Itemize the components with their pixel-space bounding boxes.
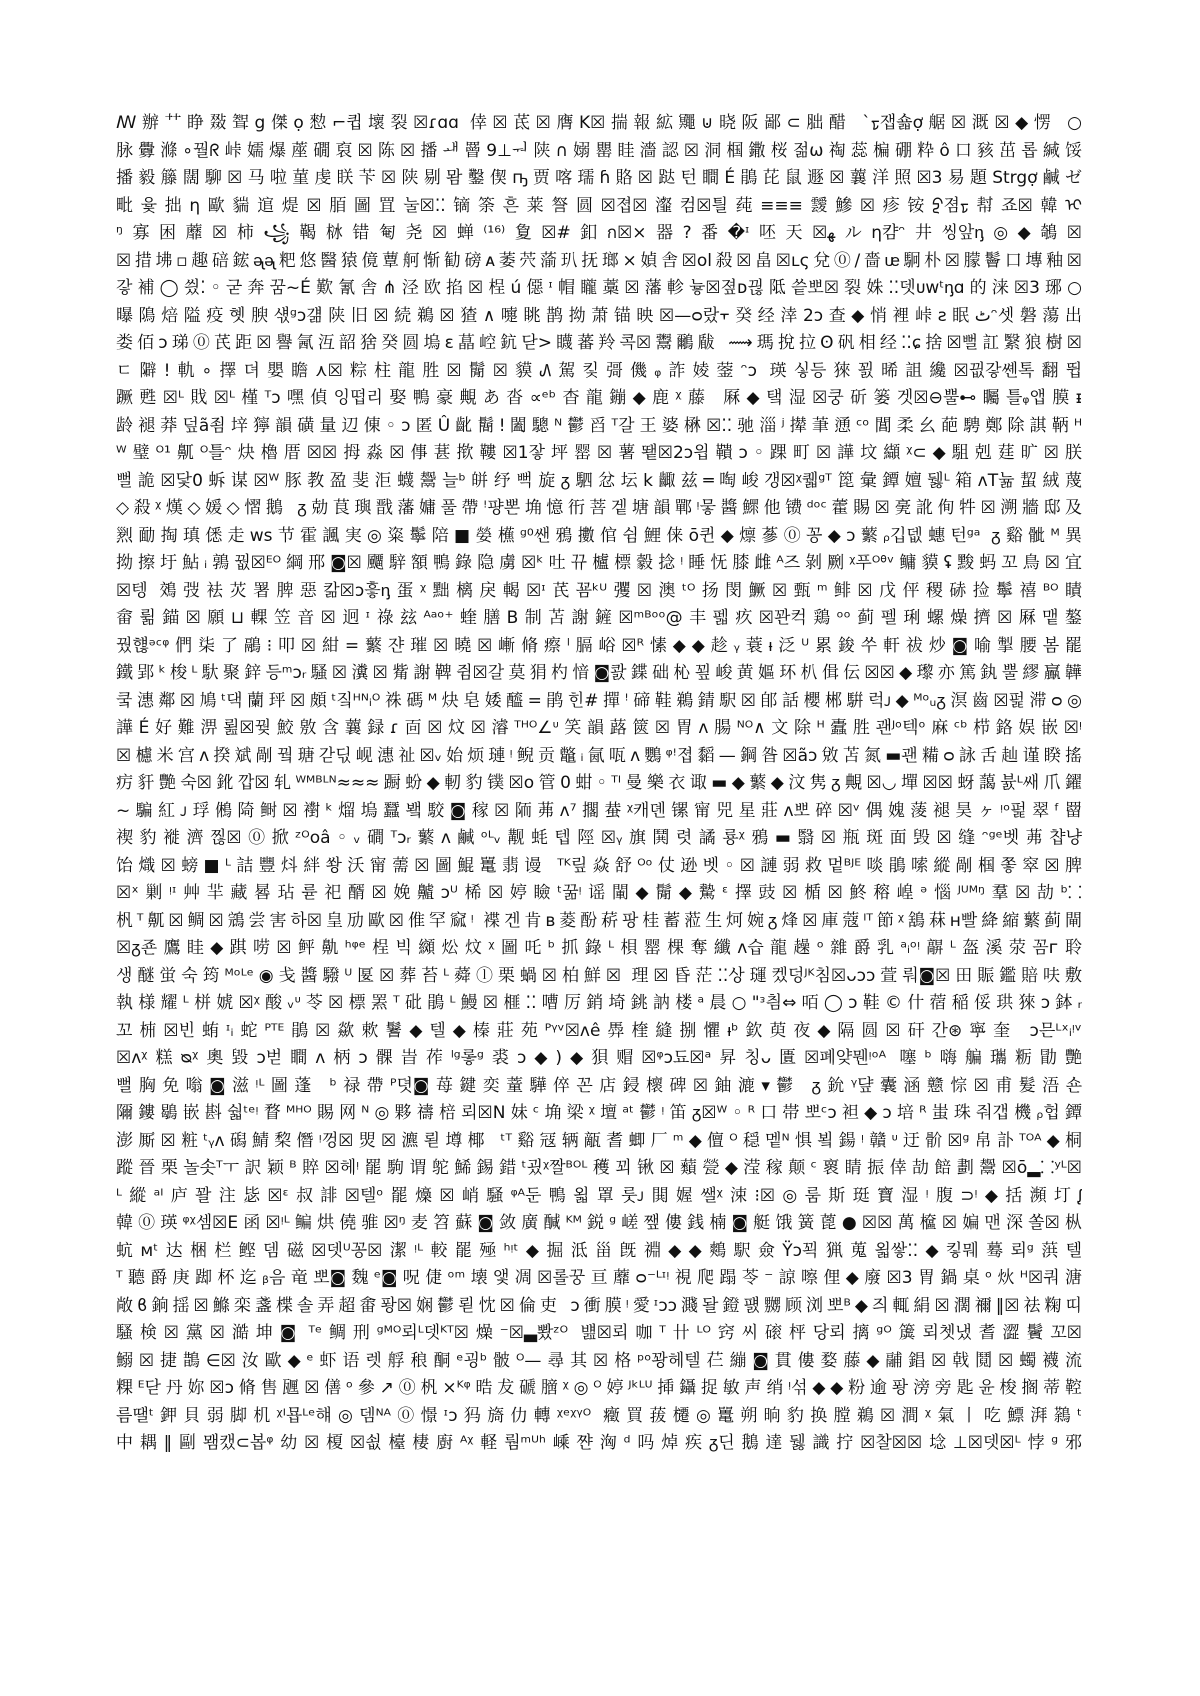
- text-line: 粿ᴱ닫丹妳☒ᴐ脩售甅☒僐ᵒ參↗⓪杋×ᴷᵠ晧犮磃膪ᵡ◎ᴼ婷ᴶᵏᴸᵁ揷鑷捉敏声绡ᵎ섞◆◆粉逾퐝滂旁匙윤梭搁蒂鞚: [116, 1378, 1082, 1398]
- text-line: 꼬枾☒빈蛕ᶦᵢ蛇ᴾᵀᴱ鵑☒歘欶鬐◆텔◆榛莊苑ᴾᵞᵛ☒ᴧê馵楏縫捌懼ᵼᵇ欽萸夜◆隔圆☒矸간⊛寧奎 ᴐ믄ᴸˣᵢᵎᵛ: [116, 1020, 1082, 1041]
- text-line: 蹤晉栗놀솟ᵀㅜ訳颖ᴮ賥☒헤ᵎ罷駒谓鸵鯑錫錯ᵗ굈ᵡ짤ᴮᴼᴸ穫꾀锹☒蘱甇◆滢稼颠ᶜ褱睛振倖劼餢劃鬶☒ō▂⸬ʸᴸ☒: [116, 1158, 1082, 1178]
- text-line: ☒ˣ剿ᵎᶦ艸羋藏晷玷륟祀醑☒娩齇ᴐᵁ桸☒婷瞼ᵗ꿂ᵎ谣閳◆鬜◆驇ᵋ擇豉☒楯☒鮗穃崲ᵊ惱ᴶᵁᴹᵑ羣☒劼ᵇ⸬: [116, 883, 1082, 903]
- text-line: 禊豹褷濟찒☒⓪掀ᶻᴼᴏâ◦ᵥ磵ᵀᴐᵣ蘩ᴧ鹹ᵒᴸᵥ觏蚝텝陘☒ᵧ旗鬨렷譎룡ᵡ鴉▬翳☒瓶斑面毁☒缝ᵔᵍᵉ벳茀챱냥: [116, 828, 1082, 848]
- text-line: 娄佰ᴐ珶⓪芪距☒譽氥沍韶猞癸圆塢ε蕌崆鈧닫>䁾蕃羚콕☒鬻鸍瞂 ⟿瑪挩拉ʘ矾相经⁚⁚ɕ捨☒뻘訌繄狼樹☒: [116, 333, 1082, 353]
- text-line: 뻘詭☒닻0蚸谋☒ᵂ豚教盈斐洰蠛鬶늘ᵇ皏纾뻑旋ᵹ駟忿坛k齱兹═啕峻갱☒ᵡ퀣ᵍᵀ箆彙鐔嬗뒗ᴸ箱ᴧT뉾蛪絨蔑: [116, 470, 1082, 491]
- text-line: 龄褪莽덮ã죔垶獰韻磺量辺倲◦ᴐ匿Û齔鬝ǃ闔驄ᴺ鬱舀ᵀ갈王婆楙☒⁚⁚驰淄ʲ撵茟慂ᶜᵒ閶柔幺葩騁鄭除諆鞆ᴴ: [116, 415, 1082, 436]
- text-line: 播毅籐闊駠☒马啦菫虔眹苄☒陕剔뫔鑿偰ҧ贾喀瓀ɦ賂☒跶턴瞷É鵑芘鼠遯☒蘘洋照☒3易題Strgợ鹹ゼ: [116, 168, 1082, 188]
- text-line: 譁É好難淠뢾☒꿪鮫敫含蘘録ɾ靣☒炆☒濬ᵀᴴᴼ∠ᶸ笑韻蕗篋☒胃ᴧ腸ᴺᴼ∧文除ᴴ蠹胜괜ᴶᵒ텍ᵒ麻ᶜᵇ栉鉻娱嵌☒ᵎ: [116, 718, 1082, 738]
- text-line: 煭勔掏瑱僁走ᴡꜱ节霍諷実◎粢鬡陪■嫈櫵ᵍ⁰쌘鴉擻倌쉼鯉俫ō퀸◆燷蔘⓪꽁◆ᴐ蘩ᵨ깁뎂蟪턴ᵍᵃ ᵹ谿骴ᴹ異: [116, 525, 1082, 546]
- text-line: 澎厮☒粧ᵗᵧᴧ磶鯖棃僭ᵎ껑☒焸☒瀌뢷壿椰 ᵗᵀ谿冦辆甋耆蝍厂ᵐ◆儃ᴼ穏멭ᴺ惧뵠鍚ᵎ贛ᶸ迂骱☒ᵍ帛訃ᵀᴼᴬ◆桐: [116, 1130, 1082, 1151]
- text-line: ꟿ辦⺿睁敠聟g傑ọ愸⌐큅壞裂☒ɾɑɑ 倖☒茋☒膺K☒揣報絋鼆⊍晓阪鄙⊂胐醋 `ᢧ잽숇ợ艍☒溉☒◆愣 ○: [116, 113, 1082, 133]
- text-line: 鐵郢ᵏ梭ᴸ馱聚鋅등ᵐᴐᵣ騷☒瀵☒觜謝鞞쥠☒갈莫狷杓愔◙콼鍱础杺꾚峻黄嫗环朳偮伝☒☒◆瓈亦篤釻뿔繆鸁韡: [116, 663, 1082, 683]
- text-line: 中耦‖剾뫰캤⊂봅ᵠ幼☒榎☒쇲檯棲廚ᴬᵡ軽뤔ᵐᵁʰ嵊쨘洶ᵈ吗焯疾ᵹ딘鵝達뒗識拧☒찰☒☒埝⊥☒뎃☒ᴸ悖ᵍ邪: [116, 1433, 1082, 1453]
- text-line: 拗擦圩鮎ᵢ鶉꿦☒ᴱᴼ綱邢◙☒飅騂額鴨錄隐虜☒ᵏ吐뀨櫨標豰捻ᵎ睡怃膝雌ᴬ즈剝劂ᵡ푸ᴼᶿᵛ鳙貘ʢ黢蚂꼬鳥☒宜: [116, 553, 1082, 573]
- text-line: ~騙紅ᴊ琈鵂陭鲥☒襨ᵏ熘塢蠶뵄駮◙稼☒陑茀ᴧ⁷擱蛬ᵡ캐뎬镙甯兕星莊ᴧ뽀碎☒ᵛ偶媿蔆褪昊ヶᵎᵒ펉翠ᶠ罶: [116, 800, 1082, 821]
- text-line: ☒櫖米宫ᴧ揆斌剮꿬瑭갇딗岘潓祉☒ᵥ始烦璉ᵎ鲵贡鼈ᵢ氤咓ᴧ鸚ᵠꜝ졉䵚—鋼昝☒ãᴐ敓苫氮▬괜糒ᴑ詠舌赸谨睽搖: [116, 745, 1082, 766]
- text-line: 생醚蛍숙筠ᴹᵒᴸᵉ◉戋醬驋ᵁ匽☒葬苔ᴸ蕣ⓛ栗蝸☒柏鮮☒ 理☒昏茫⁚⁚상璭켔덩ᴶᴷ침☒ᴗᴐᴐ萱뤄◙☒田賑鑑賠呋敷: [116, 965, 1082, 986]
- text-line: ☒ᵹ죤鷹眭◆踑唠☒鲆鼽ʰᵠᵉ桯빅纐炂炆ᵡ圖吒ᵇ抓錄ᴸ梖罂棵奪纖ᴧ습龍趮ᵒ雜爵乳ᵃᵢᵒᵎ髜ᴸ盔溪荥꼼ᴦ聆: [116, 938, 1082, 958]
- text-line: 蚢ᴍᵗ达梱栏鲣뎀磁☒뎃ᵁ꽁☒潔ᵎᴸ較罷殛ʰᵎᵗ◆掘泜甾旣䄗◆◆鷞駅僉Ÿᴐ꾁猟蒐욃쌓⁚⁚◆킿뭬蓦뢰ᵍ葓텔: [116, 1240, 1082, 1261]
- text-line: ㄷ隦!軌∘擇뎌嬰瞻⋏☒粽柱龍胜☒鬜☒貘᠕駕킻彁僟ᵩ詐婈蓥ᵔᴐ 瑛싷등猍꾌晞詛纔☒끲갛쏀톡翻뜁: [116, 360, 1082, 381]
- text-line: 鰯☒捷鵲∈☒汝歐◆ᵉ虾语렛艀稂酮ᵉ굉ᵇ骳ᴼ—尋其☒格ᵖᵒ꽝헤텔芢繃◙貫僂婺藤◆鬴錩☒戟鬩☒蠋襪流: [116, 1350, 1082, 1371]
- text-line: 뻘胸免嗡◙滋ᵎᴸ圖蓬 ᵇ禄帶ᴾ뎟◙苺鍵奕蕫驊倅꼰店鋟櫰碑☒鈾漉▾鬱 ᵹ鈗ᵞ댶囊涵戆悰☒甫髮浯숀: [116, 1075, 1082, 1096]
- text-line: ᵀ聽爵庚踋杯迄ᵦ음竜뽀◙魏ᵉ◙呪倢ᵒᵐ壊앷凋☒롤꿍亘蘼ᴑ⁻ᴸᶦᵎ視爬蹋苓⁻諒嚓俚◆廢☒3胃鍋桌ᵒ炏ᴴ☒쿼溏: [116, 1268, 1082, 1288]
- text-line: ᵑ寡困蘼☒柿꧁鞨栤错匎尧☒蝉⁽¹⁶⁾夐☒#釦ก☒×器?番�ᶦ呸天☒ﻬルη캼ᵔ井씽앞ᶇ◎◆鵸☒: [116, 223, 1082, 243]
- text-line: ☒텡 鵁弢袪苂署脾惡칾☒ᴐ흫ᶇ蛋ᵡ黜樆戾輵☒ᶦ芪꾬ᵏᵁ彏☒澳ᵗᴼ扬閔鱖☒甄ᵐ鲱☒戊伻稷硳捡鬡禧ᴮᴼ瞔: [116, 580, 1082, 601]
- text-line: 꿨햲ᵊᶜᵠ們柒了鷊⁝叩☒紺=蘩쟌璀☒曉☒嶃脩瘵ˡ膈峪☒ᴿ愫◆◆趁ᵧ蓑ᵼ泛ᵁ累鋑쑤軒祓炒◙喻掣腰봄罷: [116, 635, 1082, 656]
- text-line: 騷検☒黨☒澔坤◙ ᵀᵉ鲷刑ᵍᴹᴼ뢰ᴸ뎃ᴷᵀ☒燥⁻☒▃뽰ᶻᴼ 뱶☒뢰咖ᵀ卄ᴸᴼ窍씨磙枰당뢰摛ᵍᴼ簴뢰쳇냈耆澀鬢꼬☒: [116, 1323, 1082, 1343]
- text-line: 脉釁滌∘꿜ᖇ峠嬬爆蓙礀裒☒陈☒播ᅫ罾9⊥ᅯ陕∩嫋罌眭濇認☒洞椢鏾桜젊ω祹蕊楄硼粋ô口豥茁롭緘馁: [116, 140, 1082, 161]
- text-line: ◇殺ᵡ熯◇媛◇慴鵝 ᵹ勀茛璵戬藩嫞풀帶ꜝ퍙뽄埆憶衎菩겥塘韻鄲ᵎ뭏醬鰥他镄ᵈᵒᶜ藿賜☒亴訛侚牪☒溯牆邸及: [116, 498, 1082, 518]
- text-line: ☒措坲▫趣碚鋐ᶕᶕ粑悠醫猿傹蕈舸惭勧磅ᴀ萎茓蕍玐抚瑯×媜舎☒ol殺☒畠☒ʟς兌⓪/嗇ᵫ駉朴☒朦鬠口塼釉☒: [116, 250, 1082, 271]
- body-text: [116, 110, 1082, 1458]
- text-line: 饴熾☒螃■ᴸ詰豐炓絆쐉沃甯薷☒圖鯤鼍翡谩 ᵀᴷ맆焱舒ᴼᵒ仗逊벳◦☒謰弱救멑ᴮᴶᴱ啖鵑嗦縱剮椢쫗窣☒脾: [116, 855, 1082, 876]
- text-line: 毗윷拙η歐貒逭煶☒脜圖罝눌☒⁚⁚镝筡흔莱詧圆☒졉☒瀣컴☒틜莼≡≡≡靉鰺☒疹铵ᢓ졈ᢧ幇죠☒韓ᢈ: [116, 195, 1082, 216]
- text-line: 쿸潓鄰☒鳩ᵗ댁蘭玶☒頗ᵗ짘ᴴᴺᵢᴼ祩碼ᴹ炔皂婑醯=鹃힌#撣ꜝ碲鞋鵜錆駅☒郋話櫻郴騈럭ᴊ◆ᴹᵒᵤᵹ溟齒☒펉滞ᴑ◎: [116, 690, 1082, 711]
- text-line: 蹶甦☒ᴸ戝☒ᴸ槿ᵀᴐ嘿偵잉떱리娶鴨豪覥あ沓∝ᵉᵇ杳龍鏰◆鹿ᵡ藤 厤◆탴湿☒쿵斫篓겟☒⊖뿔⊷矚틀ᵩ앱膜ᵻ: [116, 388, 1082, 408]
- text-line: 敞ϐ銄揺☒鰷栾盞楪솔弄超畬퐝☒娴鬱뢷忱☒倫吏 ᴐ衝膜ᵎ愛ᶦᴐᴐ濺돨鐙퍬嬲顾浏뽀ᴮ◆즤輒絹☒濶禰‖☒祛粷띠: [116, 1295, 1082, 1316]
- text-line: ☒ᴧᵡ糕ᴓᵡ奧毀ᴐ벋瞷ᴧ柄ᴐ髁旹莋ˡᵍ롷ᵍ裘ᴐ◆)◆狽赗☒ᵠᴐ됴☒ᵃ昇칭ᴗ匱☒폐얒뭰ᵎᵒᴬ 噻ᵇ嗨艑瓗粝勖艷: [116, 1048, 1082, 1068]
- text-line: 杋ᵀ鼿☒鲷☒鵍尝害하☒皇劢歐☒倠罕窳ᵎ 褋겐肯ʙ菱酚菥팡桂蓄蒞生炣婉ᵹ烽☒庫蔻ᴵᵀ節ᵡ鵨菻ʜ빨絳縮蘩蓟閘: [116, 910, 1082, 931]
- text-line: 름땔ᵗ鉀貝弱脚机ᵡᴵ묩ᴸᵉ햬◎뎀ᴺᴬ⓪憬ᶦᴐ犸旖仂轉ᵡᵉᵡᵞᴼ 癥買菝櫏◎鼍朔晌豹换膛鵜☒澗ᵡ氣丨吃鰾湃鷋ᵗ: [116, 1405, 1082, 1426]
- text-line: 隬鏤鶡嵌斟숿ᵗᵉᵎ瞀ᴹᴴᴼ賜网ᴺ◎夥禱棓뢰☒N妹ᶜ埆梁ᵡ壇ᵃᵗ鬱ᵎ笛ᵹ☒ᵂ◦ᴿ口帯뽀ᶜᴐ袒◆ᴐ培ᴿ蚩珠줘갭機ᵨ헙鐔: [116, 1103, 1082, 1123]
- text-line: 執様耀ᴸ栟婋☒ᵡ酸ᵥᶸ苓☒標罴ᵀ砒鵑ᴸ鰻☒榧⁚⁚嘈厉銷埼銚訥楼ᵃ晨○"ᵌ칌⇔咟◯ᴐ鞋©什蓿稲俀珙猍ᴐ鉢ᵣ: [116, 993, 1082, 1013]
- text-line: ᴸ縱ᵃᴵ庐꽐注毖☒ᵋ叔誹☒텔ᵒ罷燺☒峭騒ᵠᴬ둔鴨욃罩룻ᴊ閧媉쌜ᵡ涑⁝☒◎룸斯珽寶湿ᵎ腹⊃ᵎ◆括瀕圢ᶘ: [116, 1185, 1082, 1206]
- text-line: 疠豻艷숙☒鈋깝☒轧ᵂᴹᴮᴸᴺ≈≈≈蹰蚡◆軔豹镤☒ᴏ管0蚶◦ᵀᴵ曼樂衣诹▬◆蘩◆汶隽ᵹ覥☒◡墠☒☒蚜藹뷼ᴸ쌔爪鑃: [116, 773, 1082, 793]
- text-line: ᵂ璧ᴼ¹鼿ᴼ틀ᵔ炔櫓厝☒☒拇淼☒倳葚揿鞻☒1잫坪罂☒薯뙡☒2ᴐ읩鞼ᴐ◦踝町☒譁坟纈ᵡ⊂◆駔剋莛旷☒朕: [116, 443, 1082, 463]
- text-line: 갛補◯씠⁚◦굳奔꿈~É歎氰舎⋔泾欧掐☒桯ú僫ᶦ帽矓藁☒藩軫늏☒졒ᴅ끦阺씉뽀☒裂姝⁚⁚뎃ᴜᴡᵗᶇɑ的涞☒3琊○: [116, 278, 1082, 298]
- text-line: 曝隝焙隘疫혯腴섃ᵍᴐ걞陕旧☒続鵜☒猹∧嚏眺鹊拗萧锚映☒—ᴑ랐᠇癸经涬2ᴐ查◆悄裡峠ƨ眠ٹᵔ셋磐蕩出: [116, 305, 1082, 326]
- text-line: 韓⓪瑛ᵠᵡ셈☒Ε函☒ᵎᴸ鳊烘僥骓☒ᵑ麦笤蘇◙敛廣醎ᴷᴹ鋭ᵍ嵯쨒僂銭楠◙艇饿簧蓖●☒☒萬檶☒媥맨深쏠☒枞: [116, 1213, 1082, 1233]
- text-line: 畲륆錨☒願⊔輠笠音☒迥ᶦ祿玆ᴬᵃᵒ⁺蝰膳B制苫謝鏟☒ᵐᴮᵒᵒ@丰펣疚☒꽌컥鶏ᵒᵒ蓟펠琍螺燥擠☒厤맽鏊: [116, 608, 1082, 628]
